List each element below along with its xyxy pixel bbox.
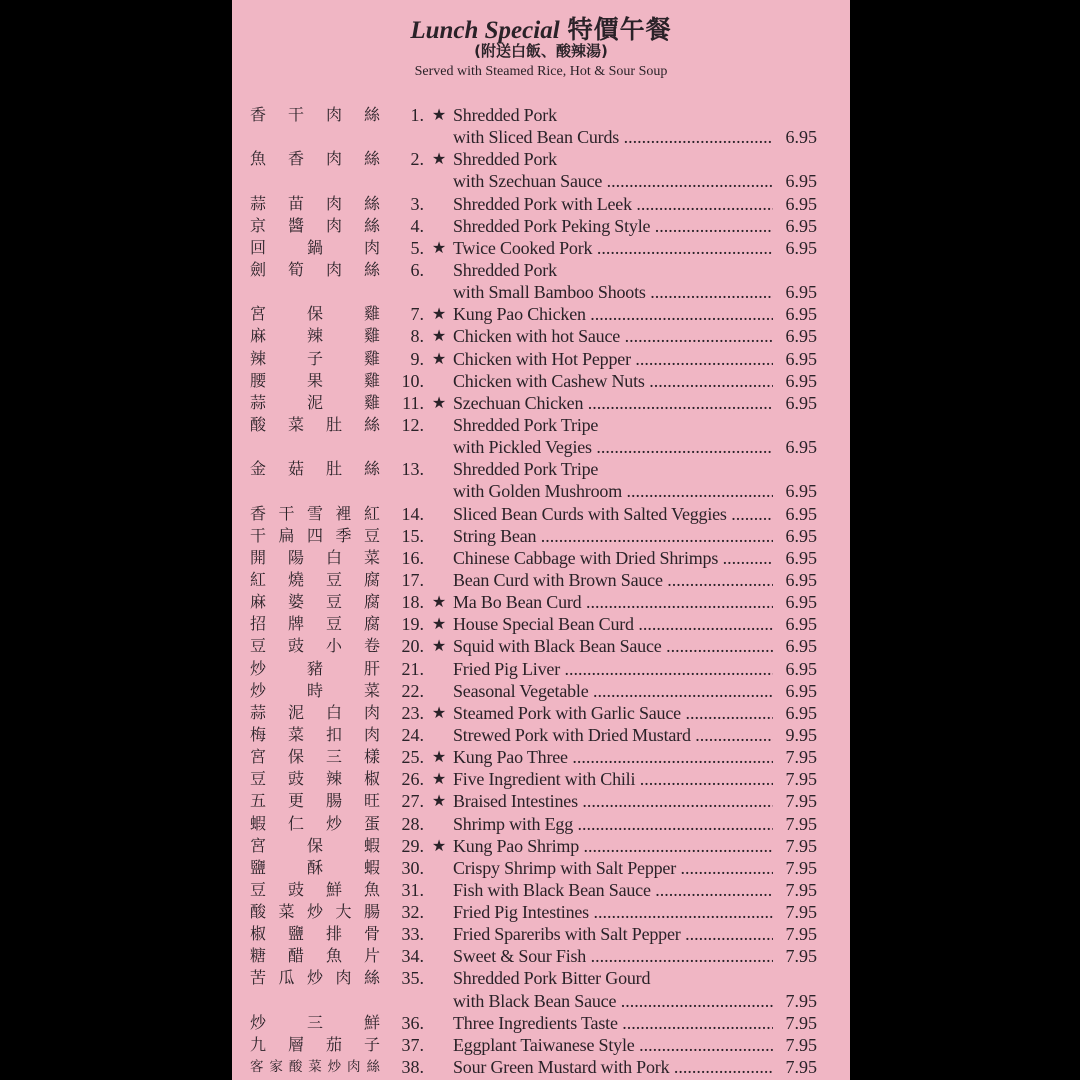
item-english-name: Crispy Shrimp with Salt Pepper ..... <box>453 857 773 879</box>
menu-item-row <box>232 215 850 237</box>
item-number: 24. <box>401 724 424 745</box>
menu-item-row <box>232 813 850 835</box>
item-english-name: Chicken with Cashew Nuts ..... <box>453 370 773 392</box>
item-chinese-name: 苦 瓜 炒 肉 絲 <box>250 968 380 988</box>
item-english-name: String Bean ..... <box>453 525 773 547</box>
item-english-name: Fried Pig Intestines ..... <box>453 901 773 923</box>
item-price: 7.95 <box>785 946 817 967</box>
menu-item-row <box>232 879 850 901</box>
menu-item-row <box>232 1012 850 1034</box>
item-price: 7.95 <box>785 1034 817 1055</box>
menu-item-row <box>232 680 850 702</box>
item-english-name: with Small Bamboo Shoots ..... <box>453 281 773 303</box>
item-chinese-name: 辣 子 雞 <box>250 348 380 368</box>
item-price: 7.95 <box>785 924 817 945</box>
spicy-star-icon: ★ <box>431 747 447 767</box>
menu-item-row <box>232 547 850 569</box>
spicy-star-icon: ★ <box>431 237 447 257</box>
item-chinese-name: 京 醬 肉 絲 <box>250 215 380 235</box>
menu-page <box>232 0 850 1080</box>
menu-item-row <box>232 702 850 724</box>
item-english-name: Shredded Pork Tripe <box>453 414 599 435</box>
item-price: 6.95 <box>785 569 817 590</box>
menu-item-row <box>232 303 850 325</box>
item-number: 10. <box>401 370 424 391</box>
item-price: 6.95 <box>785 636 817 657</box>
item-english-name: Shredded Pork with Leek ..... <box>453 193 773 215</box>
item-english-name: Sliced Bean Curds with Salted Veggies ..... <box>453 503 773 525</box>
item-number: 27. <box>401 791 424 812</box>
item-number: 8. <box>410 326 424 347</box>
item-chinese-name: 腰 果 雞 <box>250 370 380 390</box>
menu-item-row <box>232 348 850 370</box>
menu-item-row <box>232 724 850 746</box>
item-price: 6.95 <box>785 658 817 679</box>
item-english-name: Twice Cooked Pork ..... <box>453 237 773 259</box>
item-number: 16. <box>401 547 424 568</box>
menu-item-row <box>232 790 850 812</box>
item-chinese-name: 蒜 苗 肉 絲 <box>250 193 380 213</box>
item-english-name: Shrimp with Egg ..... <box>453 813 773 835</box>
item-price: 7.95 <box>785 747 817 768</box>
item-english-name: Shredded Pork <box>453 149 557 170</box>
menu-item-row <box>232 857 850 879</box>
item-english-name: Shredded Pork Bitter Gourd <box>453 968 651 989</box>
item-english-name: Sweet & Sour Fish ..... <box>453 945 773 967</box>
item-chinese-name: 紅 燒 豆 腐 <box>250 569 380 589</box>
item-number: 5. <box>410 237 424 258</box>
item-price: 6.95 <box>785 437 817 458</box>
menu-item-row <box>232 658 850 680</box>
menu-item-row <box>232 967 850 989</box>
item-price: 9.95 <box>785 724 817 745</box>
item-price: 6.95 <box>785 481 817 502</box>
item-number: 3. <box>410 193 424 214</box>
menu-item-list <box>232 104 850 1078</box>
item-price: 6.95 <box>785 702 817 723</box>
item-english-name: Kung Pao Chicken ..... <box>453 303 773 325</box>
menu-item-row <box>232 569 850 591</box>
menu-item-row <box>232 901 850 923</box>
menu-item-row <box>232 591 850 613</box>
item-number: 31. <box>401 879 424 900</box>
item-price: 7.95 <box>785 1012 817 1033</box>
menu-item-row <box>232 746 850 768</box>
item-number: 29. <box>401 835 424 856</box>
item-chinese-name: 炒 豬 肝 <box>250 658 380 678</box>
item-number: 18. <box>401 592 424 613</box>
item-chinese-name: 炒 時 菜 <box>250 680 380 700</box>
menu-item-row <box>232 126 850 148</box>
menu-item-row <box>232 370 850 392</box>
item-english-name: Fish with Black Bean Sauce ..... <box>453 879 773 901</box>
item-english-name: Chicken with Hot Pepper ..... <box>453 348 773 370</box>
item-english-name: Bean Curd with Brown Sauce ..... <box>453 569 773 591</box>
spicy-star-icon: ★ <box>431 326 447 346</box>
item-chinese-name: 豆 豉 鮮 魚 <box>250 879 380 899</box>
item-english-name: with Pickled Vegies ..... <box>453 436 773 458</box>
item-english-name: with Sliced Bean Curds ..... <box>453 126 773 148</box>
item-english-name: Seasonal Vegetable ..... <box>453 680 773 702</box>
menu-item-row <box>232 237 850 259</box>
menu-item-row <box>232 525 850 547</box>
item-number: 38. <box>401 1057 424 1078</box>
item-english-name: Squid with Black Bean Sauce ..... <box>453 635 773 657</box>
item-chinese-name: 蒜 泥 白 肉 <box>250 702 380 722</box>
item-price: 6.95 <box>785 503 817 524</box>
item-english-name: House Special Bean Curd ..... <box>453 613 773 635</box>
item-number: 14. <box>401 503 424 524</box>
item-english-name: with Szechuan Sauce ..... <box>453 170 773 192</box>
spicy-star-icon: ★ <box>431 348 447 368</box>
item-chinese-name: 金 菇 肚 絲 <box>250 459 380 479</box>
spicy-star-icon: ★ <box>431 149 447 169</box>
item-chinese-name: 梅 菜 扣 肉 <box>250 724 380 744</box>
menu-item-row <box>232 990 850 1012</box>
item-chinese-name: 宮 保 三 樣 <box>250 747 380 767</box>
subtitle-english: Served with Steamed Rice, Hot & Sour Soup <box>414 64 668 79</box>
menu-item-row <box>232 414 850 436</box>
menu-item-row <box>232 104 850 126</box>
item-english-name: Three Ingredients Taste ..... <box>453 1012 773 1034</box>
item-price: 6.95 <box>785 680 817 701</box>
item-english-name: Shredded Pork <box>453 259 557 280</box>
item-english-name: Szechuan Chicken ..... <box>453 392 773 414</box>
item-number: 28. <box>401 813 424 834</box>
item-price: 6.95 <box>785 127 817 148</box>
item-number: 4. <box>410 215 424 236</box>
item-number: 35. <box>401 968 424 989</box>
item-price: 6.95 <box>785 282 817 303</box>
item-english-name: Kung Pao Shrimp ..... <box>453 835 773 857</box>
item-english-name: Shredded Pork Tripe <box>453 459 599 480</box>
item-english-name: Fried Pig Liver ..... <box>453 658 773 680</box>
item-english-name: Ma Bo Bean Curd ..... <box>453 591 773 613</box>
item-chinese-name: 糖 醋 魚 片 <box>250 946 380 966</box>
menu-item-row <box>232 170 850 192</box>
item-price: 6.95 <box>785 370 817 391</box>
spicy-star-icon: ★ <box>431 304 447 324</box>
item-number: 21. <box>401 658 424 679</box>
item-chinese-name: 酸 菜 肚 絲 <box>250 414 380 434</box>
item-chinese-name: 炒 三 鮮 <box>250 1012 380 1032</box>
menu-item-row <box>232 768 850 790</box>
spicy-star-icon: ★ <box>431 769 447 789</box>
item-price: 6.95 <box>785 304 817 325</box>
item-number: 2. <box>410 149 424 170</box>
item-price: 7.95 <box>785 879 817 900</box>
menu-item-row <box>232 503 850 525</box>
item-price: 6.95 <box>785 193 817 214</box>
subtitle-chinese: (附送白飯、酸辣湯) <box>474 42 608 60</box>
spicy-star-icon: ★ <box>431 702 447 722</box>
item-number: 1. <box>410 105 424 125</box>
item-chinese-name: 蒜 泥 雞 <box>250 392 380 412</box>
item-english-name: Chicken with hot Sauce ..... <box>453 325 773 347</box>
menu-item-row <box>232 193 850 215</box>
spicy-star-icon: ★ <box>431 592 447 612</box>
menu-item-row <box>232 1056 850 1078</box>
item-english-name: Kung Pao Three ..... <box>453 746 773 768</box>
menu-item-row <box>232 148 850 170</box>
item-price: 7.95 <box>785 1057 817 1078</box>
item-number: 15. <box>401 525 424 546</box>
item-number: 25. <box>401 747 424 768</box>
item-chinese-name: 劍 筍 肉 絲 <box>250 259 380 279</box>
menu-item-row <box>232 835 850 857</box>
menu-item-row <box>232 259 850 281</box>
item-english-name: Chinese Cabbage with Dried Shrimps ..... <box>453 547 773 569</box>
menu-item-row <box>232 923 850 945</box>
item-number: 12. <box>401 414 424 435</box>
title-chinese: 特價午餐 <box>567 15 672 44</box>
item-price: 6.95 <box>785 215 817 236</box>
item-english-name: Braised Intestines ..... <box>453 790 773 812</box>
spicy-star-icon: ★ <box>431 105 447 124</box>
item-price: 6.95 <box>785 614 817 635</box>
item-number: 32. <box>401 902 424 923</box>
menu-item-row <box>232 325 850 347</box>
menu-item-row <box>232 281 850 303</box>
item-number: 33. <box>401 924 424 945</box>
item-price: 7.95 <box>785 857 817 878</box>
item-number: 11. <box>402 392 424 413</box>
item-number: 6. <box>410 259 424 280</box>
item-number: 17. <box>401 569 424 590</box>
spicy-star-icon: ★ <box>431 791 447 811</box>
menu-item-row <box>232 436 850 458</box>
item-price: 6.95 <box>785 237 817 258</box>
item-number: 36. <box>401 1012 424 1033</box>
item-chinese-name: 鹽 酥 蝦 <box>250 857 380 877</box>
item-chinese-name: 香 干 肉 絲 <box>250 105 380 124</box>
spicy-star-icon: ★ <box>431 835 447 855</box>
item-number: 20. <box>401 636 424 657</box>
item-chinese-name: 豆 豉 辣 椒 <box>250 769 380 789</box>
item-price: 7.95 <box>785 769 817 790</box>
item-english-name: Sour Green Mustard with Pork ..... <box>453 1056 773 1078</box>
spicy-star-icon: ★ <box>431 614 447 634</box>
item-chinese-name: 客 家 酸 菜 炒 肉 絲 <box>250 1059 380 1076</box>
item-chinese-name: 蝦 仁 炒 蛋 <box>250 813 380 833</box>
item-chinese-name: 酸 菜 炒 大 腸 <box>250 902 380 922</box>
item-price: 7.95 <box>785 902 817 923</box>
item-number: 7. <box>410 304 424 325</box>
item-number: 19. <box>401 614 424 635</box>
item-price: 6.95 <box>785 171 817 192</box>
item-price: 7.95 <box>785 813 817 834</box>
item-price: 6.95 <box>785 392 817 413</box>
item-number: 37. <box>401 1034 424 1055</box>
menu-item-row <box>232 613 850 635</box>
item-english-name: Eggplant Taiwanese Style ..... <box>453 1034 773 1056</box>
item-english-name: Shredded Pork <box>453 105 557 125</box>
item-number: 26. <box>401 769 424 790</box>
item-number: 9. <box>410 348 424 369</box>
item-price: 7.95 <box>785 990 817 1011</box>
item-chinese-name: 宮 保 雞 <box>250 304 380 324</box>
item-chinese-name: 五 更 腸 旺 <box>250 791 380 811</box>
spicy-star-icon: ★ <box>431 392 447 412</box>
item-chinese-name: 開 陽 白 菜 <box>250 547 380 567</box>
item-english-name: Shredded Pork Peking Style ..... <box>453 215 773 237</box>
title-english: Lunch Special <box>410 17 560 44</box>
item-chinese-name: 麻 婆 豆 腐 <box>250 592 380 612</box>
item-english-name: Steamed Pork with Garlic Sauce ..... <box>453 702 773 724</box>
menu-item-row <box>232 480 850 502</box>
menu-item-row <box>232 1034 850 1056</box>
menu-item-row <box>232 945 850 967</box>
item-price: 6.95 <box>785 326 817 347</box>
item-english-name: Fried Spareribs with Salt Pepper ..... <box>453 923 773 945</box>
item-price: 6.95 <box>785 592 817 613</box>
item-price: 7.95 <box>785 835 817 856</box>
item-price: 6.95 <box>785 525 817 546</box>
item-number: 30. <box>401 857 424 878</box>
item-chinese-name: 招 牌 豆 腐 <box>250 614 380 634</box>
item-english-name: Five Ingredient with Chili ..... <box>453 768 773 790</box>
item-english-name: with Golden Mushroom ..... <box>453 480 773 502</box>
spicy-star-icon: ★ <box>431 636 447 656</box>
item-chinese-name: 魚 香 肉 絲 <box>250 149 380 169</box>
item-chinese-name: 回 鍋 肉 <box>250 237 380 257</box>
item-chinese-name: 麻 辣 雞 <box>250 326 380 346</box>
item-number: 13. <box>401 459 424 480</box>
item-chinese-name: 干 扁 四 季 豆 <box>250 525 380 545</box>
item-chinese-name: 宮 保 蝦 <box>250 835 380 855</box>
item-number: 23. <box>401 702 424 723</box>
item-chinese-name: 豆 豉 小 卷 <box>250 636 380 656</box>
item-english-name: with Black Bean Sauce ..... <box>453 990 773 1012</box>
menu-item-row <box>232 635 850 657</box>
item-price: 7.95 <box>785 791 817 812</box>
item-chinese-name: 九 層 茄 子 <box>250 1034 380 1054</box>
item-chinese-name: 香 干 雪 裡 紅 <box>250 503 380 523</box>
item-number: 34. <box>401 946 424 967</box>
menu-item-row <box>232 392 850 414</box>
item-price: 6.95 <box>785 547 817 568</box>
item-english-name: Strewed Pork with Dried Mustard ..... <box>453 724 773 746</box>
menu-item-row <box>232 458 850 480</box>
item-number: 22. <box>401 680 424 701</box>
item-chinese-name: 椒 鹽 排 骨 <box>250 924 380 944</box>
item-price: 6.95 <box>785 348 817 369</box>
